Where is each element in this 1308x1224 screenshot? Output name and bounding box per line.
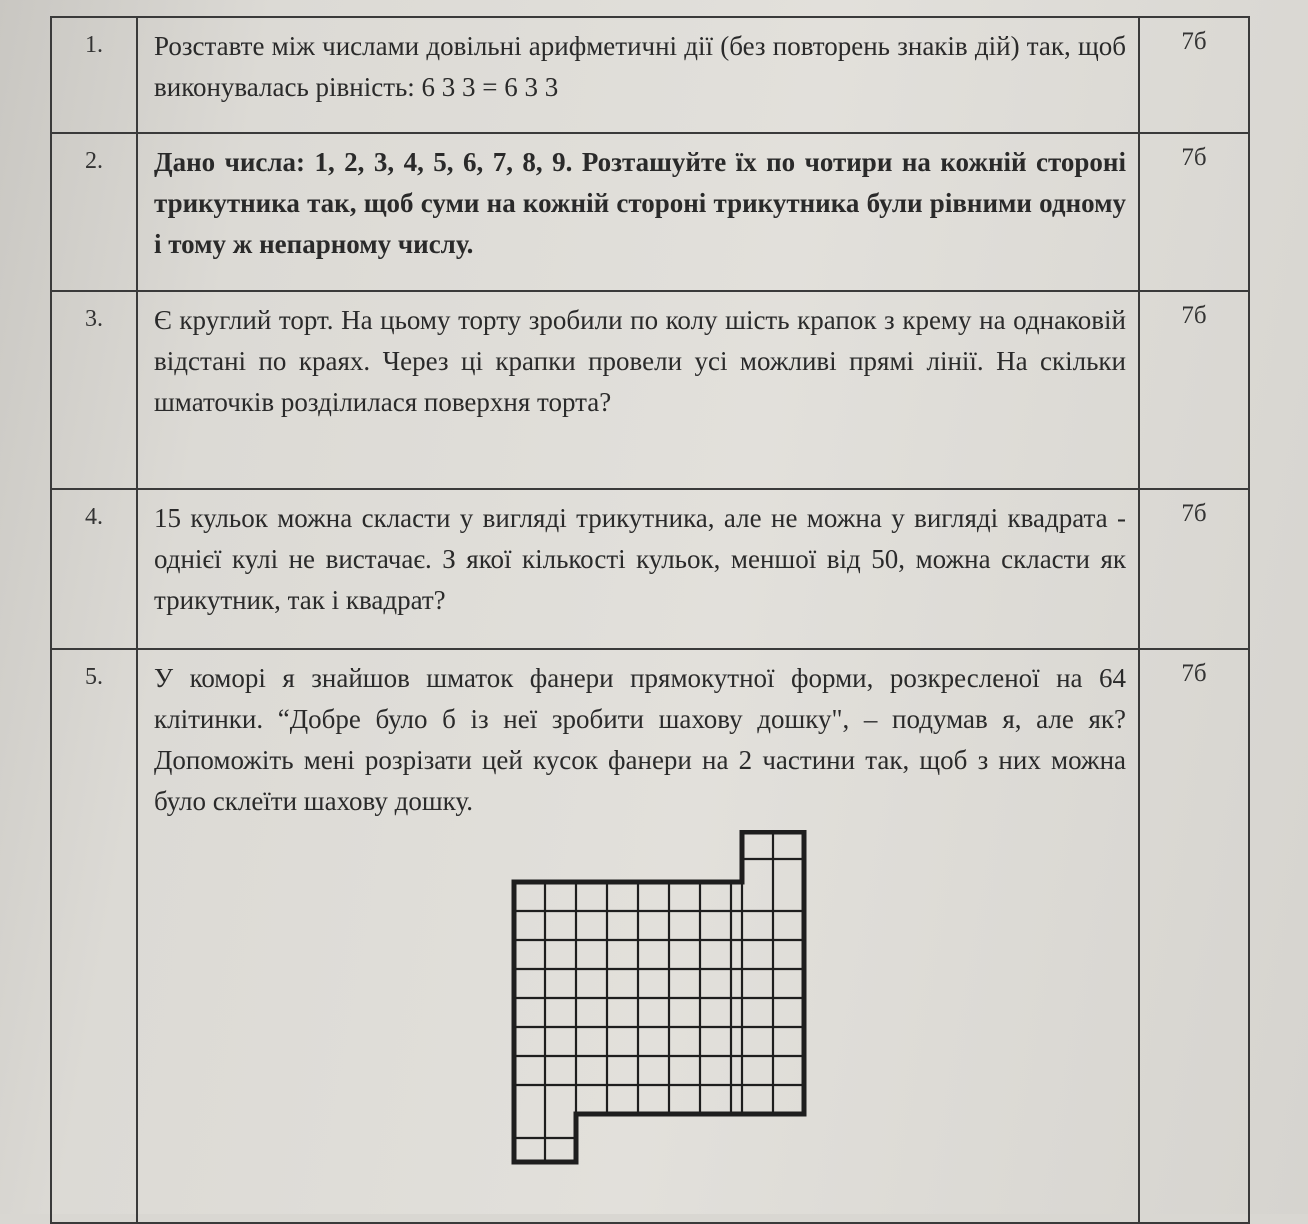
olympiad-task-table: [50, 16, 1250, 1224]
task-text: Дано числа: 1, 2, 3, 4, 5, 6, 7, 8, 9. Розташуйте їх по чотири на кожній стороні трикутника так, щоб суми на кожній стороні трикутника були рівними одному і тому ж непарному числу.: [137, 133, 1139, 291]
task-text: Розставте між числами довільні арифметичні дії (без повторень знаків дій) так, щоб виконувалась рівність: 6 3 3 = 6 3 3: [137, 17, 1139, 133]
grid-horizontal-lines: [514, 859, 804, 1138]
task-score: 7б: [1139, 291, 1249, 489]
task-score: 7б: [1139, 649, 1249, 1223]
task-row-4: [51, 489, 1249, 649]
task-cell-5: [137, 649, 1139, 1223]
task-number: 5.: [51, 649, 137, 1223]
task-text: 15 кульок можна скласти у вигляді трикутника, але не можна у вигляді квадрата - однієї кулі не вистачає. З якої кількості кульок, меншої від 50, можна скласти як трикутник, так і квадрат?: [137, 489, 1139, 649]
task-number: 4.: [51, 489, 137, 649]
task-number: 3.: [51, 291, 137, 489]
task-row-5: [51, 649, 1249, 1223]
task-row-1: [51, 17, 1249, 133]
task-text: У коморі я знайшов шматок фанери прямокутної форми, розкресленої на 64 клітинки. “Добре було б із неї зробити шахову дошку", – подумав я, але як? Допоможіть мені розрізати цей кусок фанери на 2 частини так, щоб з них можна було склеїти шахову дошку.: [154, 663, 1126, 816]
plywood-figure: [154, 822, 1126, 1212]
task-text: Є круглий торт. На цьому торту зробили по колу шість крапок з крему на однаковій відстані по краях. Через ці крапки провели усі можливі прямі лінії. На скільки шматочків розділилася поверхня торта?: [137, 291, 1139, 489]
task-score: 7б: [1139, 133, 1249, 291]
task-number: 1.: [51, 17, 137, 133]
task-row-3: [51, 291, 1249, 489]
task-score: 7б: [1139, 489, 1249, 649]
plywood-grid-diagram: [504, 830, 824, 1170]
task-score: 7б: [1139, 17, 1249, 133]
task-number: 2.: [51, 133, 137, 291]
task-row-2: [51, 133, 1249, 291]
